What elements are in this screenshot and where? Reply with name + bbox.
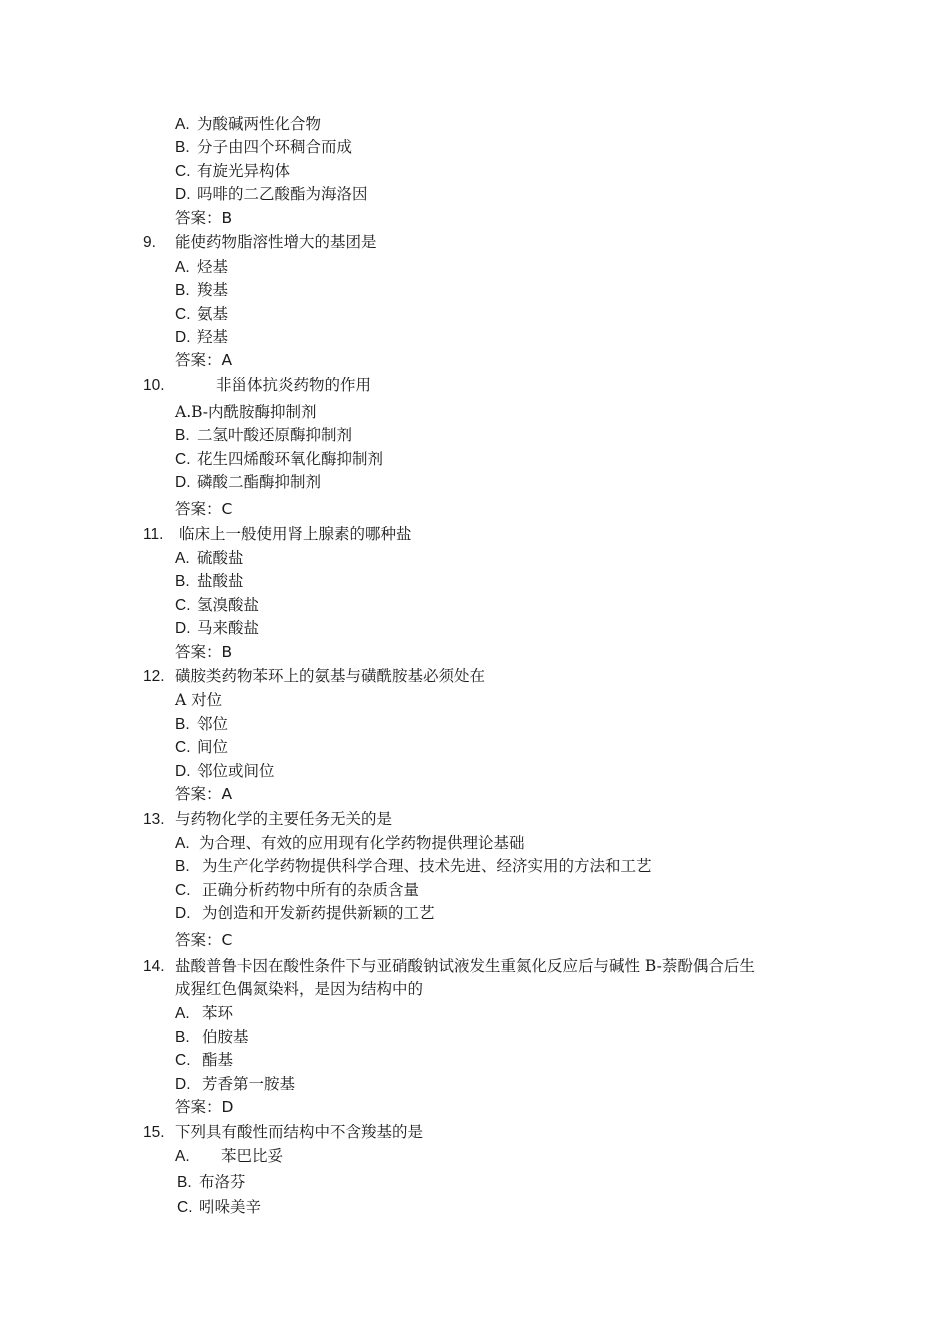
- q11-option-b: [175, 571, 244, 592]
- question-number: 14.: [143, 958, 165, 975]
- q11-option-d: [175, 618, 259, 639]
- q14-option-b: [175, 1027, 249, 1048]
- option-text: 伯胺基: [202, 1028, 249, 1046]
- option-text: 分子由四个环稠合而成: [197, 138, 353, 156]
- option-marker: C.: [175, 882, 191, 899]
- option-text: 马来酸盐: [197, 619, 260, 637]
- option-text: 苯巴比妥: [221, 1147, 284, 1165]
- question-stem: 与药物化学的主要任务无关的是: [175, 810, 393, 828]
- option-text: 盐酸盐: [197, 572, 244, 590]
- option-text: 为合理、有效的应用现有化学药物提供理论基础: [199, 834, 525, 852]
- option-marker: B.: [177, 1174, 192, 1191]
- q9-option-c: [175, 304, 228, 325]
- q14-question: [143, 956, 755, 977]
- q13-option-b: [175, 856, 652, 877]
- question-number: 10.: [143, 377, 165, 394]
- option-marker: D.: [175, 474, 191, 491]
- option-text: 氢溴酸盐: [197, 596, 260, 614]
- question-number: 11.: [143, 526, 164, 543]
- q12-option-a: A 对位: [175, 691, 223, 709]
- question-number: 9.: [143, 234, 156, 251]
- option-marker: B.: [175, 139, 190, 156]
- option-text: 有旋光异构体: [197, 162, 291, 180]
- question-stem: 临床上一般使用肾上腺素的哪种盐: [179, 525, 412, 543]
- question-stem: 磺胺类药物苯环上的氨基与磺酰胺基必须处在: [175, 667, 486, 685]
- option-text: 芳香第一胺基: [202, 1075, 296, 1093]
- option-text: 磷酸二酯酶抑制剂: [197, 473, 322, 491]
- option-marker: A.: [175, 1148, 190, 1165]
- option-text: 吲哚美辛: [199, 1198, 262, 1216]
- q11-answer: 答案：B: [175, 643, 233, 661]
- question-number: 13.: [143, 811, 165, 828]
- q12-question: [143, 666, 485, 687]
- q14-answer: 答案：D: [175, 1098, 234, 1116]
- option-text: 苯环: [202, 1004, 234, 1022]
- q13-option-a: [175, 833, 525, 854]
- q14-question-continued: 成猩红色偶氮染料，是因为结构中的: [175, 980, 424, 998]
- option-marker: B.: [175, 1029, 190, 1046]
- option-marker: B.: [175, 427, 190, 444]
- option-text: 酯基: [202, 1051, 234, 1069]
- q11-option-a: [175, 548, 244, 569]
- q11-option-c: [175, 595, 259, 616]
- q14-option-d: [175, 1074, 295, 1095]
- option-text: 二氢叶酸还原酶抑制剂: [197, 426, 353, 444]
- question-stem: 盐酸普鲁卡因在酸性条件下与亚硝酸钠试液发生重氮化反应后与碱性 B-萘酚偶合后生: [175, 957, 755, 975]
- option-marker: A.: [175, 550, 190, 567]
- option-text: 氨基: [197, 305, 229, 323]
- question-number: 15.: [143, 1124, 165, 1141]
- option-marker: D.: [175, 763, 191, 780]
- option-marker: C.: [175, 739, 191, 756]
- option-marker: D.: [175, 905, 191, 922]
- q11-question: [143, 524, 412, 545]
- option-text: 硫酸盐: [197, 549, 244, 567]
- q12-option-c: [175, 737, 228, 758]
- option-text: 间位: [197, 738, 229, 756]
- q15-question: [143, 1122, 423, 1143]
- option-text: 邻位或间位: [197, 762, 275, 780]
- option-marker: C.: [175, 597, 191, 614]
- option-text: 吗啡的二乙酸酯为海洛因: [197, 185, 368, 203]
- option-marker: C.: [175, 1052, 191, 1069]
- option-marker: C.: [175, 306, 191, 323]
- q9-question: [143, 232, 377, 253]
- option-text: 为生产化学药物提供科学合理、技术先进、经济实用的方法和工艺: [202, 857, 652, 875]
- q8-option-d: [175, 184, 368, 205]
- q12-option-b: [175, 714, 228, 735]
- q13-option-c: [175, 880, 419, 901]
- option-marker: D.: [175, 329, 191, 346]
- option-text: 为创造和开发新药提供新颖的工艺: [202, 904, 435, 922]
- option-marker: A.: [175, 259, 190, 276]
- option-marker: B.: [175, 858, 190, 875]
- q12-answer: 答案：A: [175, 785, 233, 803]
- q12-option-d: [175, 761, 275, 782]
- option-marker: B.: [175, 282, 190, 299]
- question-stem: 能使药物脂溶性增大的基团是: [175, 233, 377, 251]
- option-marker: C.: [175, 451, 191, 468]
- q8-option-c: [175, 161, 290, 182]
- option-marker: C.: [175, 163, 191, 180]
- q9-option-b: [175, 280, 228, 301]
- option-marker: D.: [175, 620, 191, 637]
- q10-option-c: [175, 449, 383, 470]
- option-marker: A.: [175, 1005, 190, 1022]
- q13-question: [143, 809, 392, 830]
- q8-option-a: [175, 114, 321, 135]
- q15-option-a: [175, 1146, 283, 1167]
- option-text: 正确分析药物中所有的杂质含量: [202, 881, 420, 899]
- option-text: 羟基: [197, 328, 229, 346]
- option-text: 烃基: [197, 258, 229, 276]
- option-text: 羧基: [197, 281, 229, 299]
- q9-option-d: [175, 327, 228, 348]
- q10-option-d: [175, 472, 321, 493]
- q10-question: [143, 375, 371, 396]
- option-marker: D.: [175, 1076, 191, 1093]
- q8-option-b: [175, 137, 352, 158]
- q13-answer: 答案：C: [175, 931, 233, 949]
- option-marker: D.: [175, 186, 191, 203]
- question-stem: 非甾体抗炎药物的作用: [216, 376, 372, 394]
- q13-option-d: [175, 903, 435, 924]
- option-marker: A.: [175, 116, 190, 133]
- q14-option-c: [175, 1050, 233, 1071]
- option-marker: C.: [177, 1199, 193, 1216]
- q9-answer: 答案：A: [175, 351, 233, 369]
- option-marker: B.: [175, 573, 190, 590]
- option-text: 邻位: [197, 715, 229, 733]
- option-marker: A.: [175, 835, 190, 852]
- q8-answer: 答案：B: [175, 209, 233, 227]
- option-marker: B.: [175, 716, 190, 733]
- q15-option-b: [177, 1172, 246, 1193]
- question-number: 12.: [143, 668, 165, 685]
- q10-option-b: [175, 425, 352, 446]
- q9-option-a: [175, 257, 228, 278]
- option-text: 为酸碱两性化合物: [197, 115, 322, 133]
- q10-option-a: A.B-内酰胺酶抑制剂: [175, 403, 317, 421]
- q14-option-a: [175, 1003, 233, 1024]
- q10-answer: 答案：C: [175, 500, 233, 518]
- q15-option-c: [177, 1197, 261, 1218]
- option-text: 花生四烯酸环氧化酶抑制剂: [197, 450, 384, 468]
- question-stem: 下列具有酸性而结构中不含羧基的是: [175, 1123, 424, 1141]
- option-text: 布洛芬: [199, 1173, 246, 1191]
